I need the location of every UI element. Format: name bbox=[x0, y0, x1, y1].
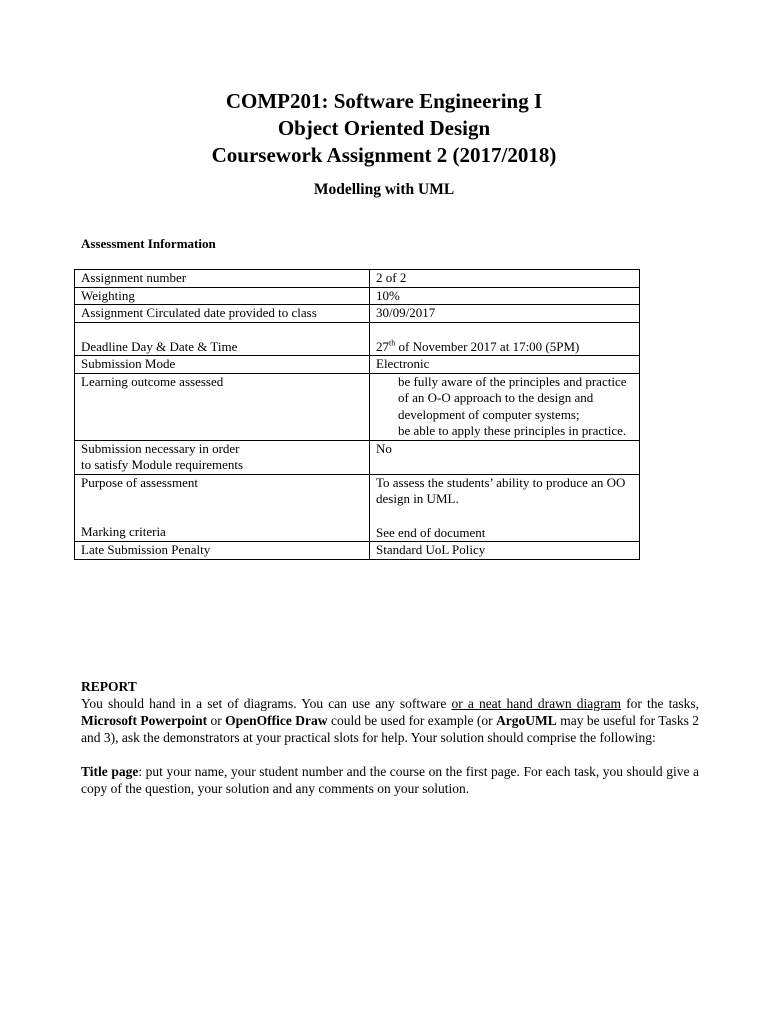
marking-criteria-value: See end of document bbox=[376, 524, 486, 540]
outcome-item-2: be able to apply these principles in practice. bbox=[398, 423, 627, 438]
table-cell-value: Standard UoL Policy bbox=[370, 542, 640, 560]
underlined-text: or a neat hand drawn diagram bbox=[451, 696, 622, 711]
assignment-title: Coursework Assignment 2 (2017/2018) bbox=[211, 143, 557, 167]
table-cell-label: Assignment Circulated date provided to class bbox=[75, 305, 370, 323]
table-cell-label bbox=[75, 440, 370, 474]
table-cell-value: 2 of 2 bbox=[370, 270, 640, 288]
purpose-value: To assess the students’ ability to produce an OO design in UML. bbox=[376, 474, 626, 506]
necessary-label-line-2: to satisfy Module requirements bbox=[81, 457, 244, 472]
table-row bbox=[75, 542, 640, 560]
table-cell-value: No bbox=[370, 440, 640, 474]
deadline-day: 27 bbox=[376, 338, 389, 354]
table-cell-label: Assignment number bbox=[75, 270, 370, 288]
title-block bbox=[0, 88, 768, 169]
table-cell-label: Learning outcome assessed bbox=[75, 373, 370, 440]
bold-text: Title page bbox=[81, 764, 139, 779]
table-row bbox=[75, 287, 640, 305]
table-cell-value bbox=[370, 373, 640, 440]
table-cell-label: Weighting bbox=[75, 287, 370, 305]
deadline-rest: of November 2017 at 17:00 (5PM) bbox=[395, 338, 580, 354]
bold-text: Microsoft Powerpoint bbox=[81, 713, 208, 728]
purpose-label: Purpose of assessment bbox=[81, 474, 198, 490]
necessary-label-line-1: Submission necessary in order bbox=[81, 440, 240, 456]
text-run: could be used for example (or bbox=[327, 713, 497, 728]
subtitle: Modelling with UML bbox=[313, 181, 455, 198]
table-row bbox=[75, 440, 640, 474]
report-heading: REPORT bbox=[81, 679, 137, 694]
table-row bbox=[75, 270, 640, 288]
table-row bbox=[75, 474, 640, 542]
table-cell-label: Deadline Day & Date & Time bbox=[75, 322, 370, 356]
title-page-paragraph bbox=[81, 763, 699, 797]
table-cell-label: Late Submission Penalty bbox=[75, 542, 370, 560]
table-cell-value: 30/09/2017 bbox=[370, 305, 640, 323]
course-title: COMP201: Software Engineering I bbox=[225, 89, 543, 113]
outcome-item-1: be fully aware of the principles and practice of an O-O approach to the design and development of computer systems; bbox=[398, 373, 627, 422]
text-run: or bbox=[207, 713, 226, 728]
module-title: Object Oriented Design bbox=[277, 116, 491, 140]
report-section bbox=[81, 678, 699, 797]
table-cell-value: Electronic bbox=[370, 356, 640, 374]
table-row bbox=[75, 356, 640, 374]
report-paragraph bbox=[81, 695, 699, 746]
assessment-heading: Assessment Information bbox=[81, 236, 216, 251]
bold-text: ArgoUML bbox=[496, 713, 557, 728]
bold-text: OpenOffice Draw bbox=[225, 713, 328, 728]
text-run: for the tasks, bbox=[621, 696, 699, 711]
text-run: : put your name, your student number and the course on the first page. For each task, you should give a copy of the question, your solution and any comments on your solution. bbox=[81, 764, 699, 796]
table-row bbox=[75, 305, 640, 323]
table-cell-label bbox=[75, 474, 370, 542]
table-row bbox=[75, 373, 640, 440]
table-cell-value bbox=[370, 474, 640, 542]
table-cell-label: Submission Mode bbox=[75, 356, 370, 374]
table-cell-value: 10% bbox=[370, 287, 640, 305]
table-row bbox=[75, 322, 640, 356]
marking-criteria-label: Marking criteria bbox=[81, 524, 166, 539]
text-run: may be useful for Tasks 2 and 3), ask the demonstrators at your practical slots for help. Your solution should comprise the following: bbox=[81, 713, 699, 745]
table-cell-value bbox=[370, 322, 640, 356]
deadline-ordinal: th bbox=[389, 338, 396, 348]
assessment-table bbox=[74, 269, 640, 560]
text-run: You should hand in a set of diagrams. You can use any software bbox=[81, 696, 452, 711]
